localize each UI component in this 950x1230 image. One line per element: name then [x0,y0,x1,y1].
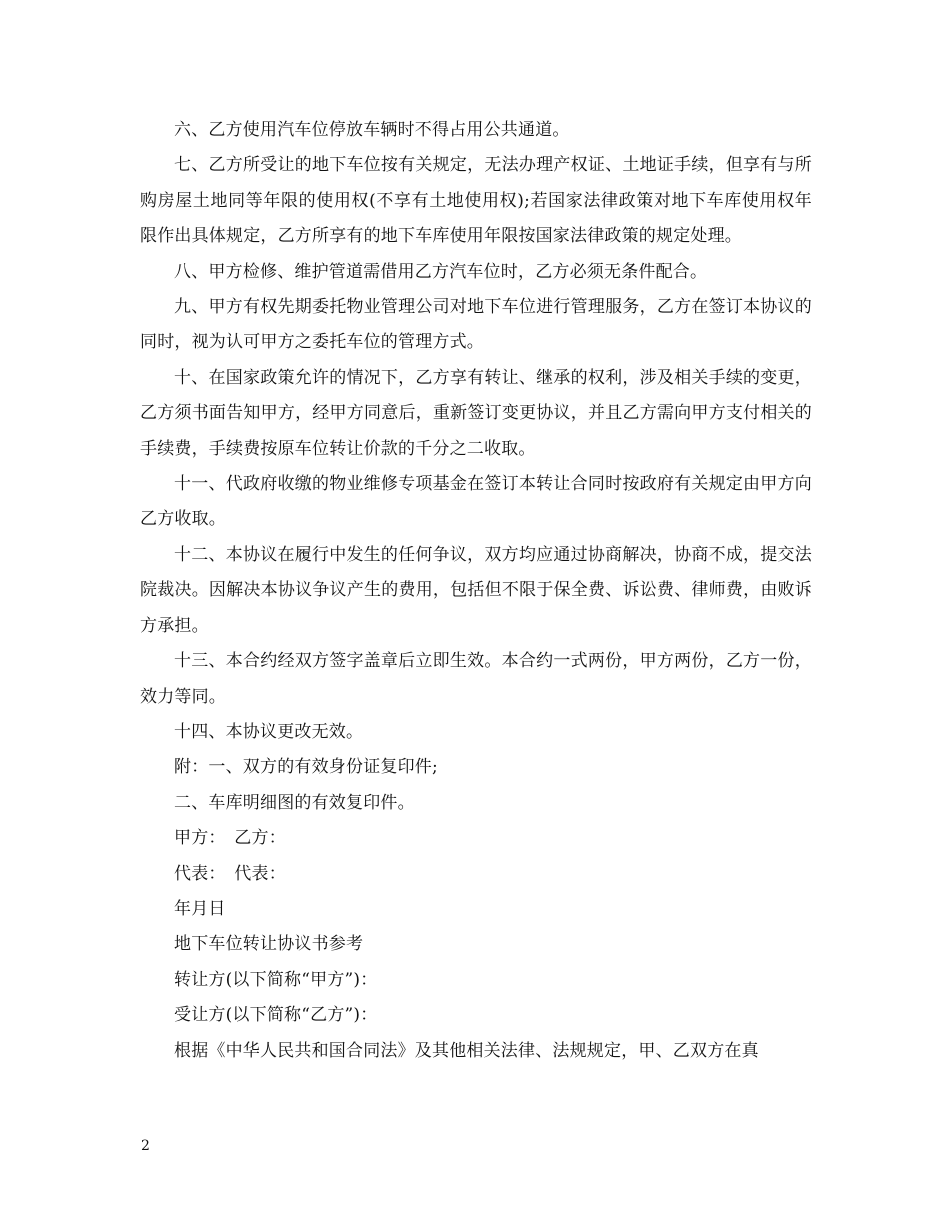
clause-6: 六、乙方使用汽车位停放车辆时不得占用公共通道。 [174,120,570,140]
clause-12: 十二、本协议在履行中发生的任何争议，双方均应通过协商解决，协商不成，提交法院裁决。因解决本协议争议产生的费用，包括但不限于保全费、诉讼费、律师费，由败诉方承担。 [140,544,812,636]
clause-10: 十、在国家政策允许的情况下，乙方享有转让、继承的权利，涉及相关手续的变更，乙方须书面告知甲方，经甲方同意后，重新签订变更协议，并且乙方需向甲方支付相关的手续费，手续费按原车位转让价款的千分之二收取。 [140,367,812,459]
section-title: 地下车位转让协议书参考 [174,934,364,955]
clause-11: 十一、代政府收缴的物业维修专项基金在签订本转让合同时按政府有关规定由甲方向乙方收取。 [140,474,812,530]
clause-14: 十四、本协议更改无效。 [174,721,364,742]
signature-representatives: 代表： 代表： [174,863,286,884]
attachment-1: 附：一、双方的有效身份证复印件; [174,757,438,778]
signature-date: 年月日 [174,898,226,919]
page-number: 2 [141,1138,150,1154]
clause-13: 十三、本合约经双方签字盖章后立即生效。本合约一式两份，甲方两份，乙方一份，效力等同。 [140,651,812,707]
clause-9: 九、甲方有权先期委托物业管理公司对地下车位进行管理服务，乙方在签订本协议的同时，视为认可甲方之委托车位的管理方式。 [140,297,812,353]
attachment-2: 二、车库明细图的有效复印件。 [174,792,415,813]
clause-7: 七、乙方所受让的地下车位按有关规定，无法办理产权证、土地证手续，但享有与所购房屋土地同等年限的使用权(不享有土地使用权);若国家法律政策对地下车库使用权年限作出具体规定，乙方所享有的地下车库使用年限按国家法律政策的规定处理。 [140,155,812,247]
clause-8: 八、甲方检修、维护管道需借用乙方汽车位时，乙方必须无条件配合。 [174,261,708,282]
preamble-line: 根据《中华人民共和国合同法》及其他相关法律、法规规定，甲、乙双方在真 [174,1040,759,1061]
signature-parties: 甲方： 乙方： [174,828,286,849]
transferee-line: 受让方(以下简称“乙方”)： [174,1005,378,1026]
document-body [140,113,812,1069]
transferor-line: 转让方(以下简称“甲方”)： [174,969,378,990]
